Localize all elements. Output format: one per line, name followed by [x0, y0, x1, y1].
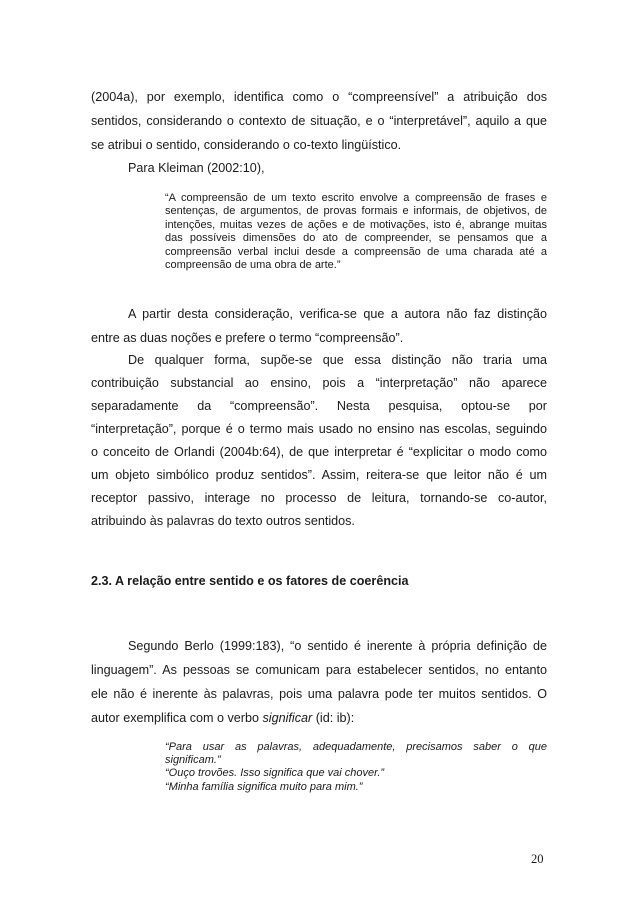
paragraph-line: sentidos, considerando o contexto de situação, e o “interpretável”, aquilo a que	[91, 114, 547, 128]
paragraph-line: o conceito de Orlandi (2004b:64), de que interpretar é “explicitar o modo como	[91, 445, 547, 459]
paragraph-line: A partir desta consideração, verifica-se que a autora não faz distinção	[128, 307, 547, 321]
paragraph-line: De qualquer forma, supõe-se que essa distinção não traria uma	[128, 353, 547, 367]
block-quote-kleiman	[165, 192, 547, 272]
page-number: 20	[531, 852, 544, 866]
line-text: (id: ib):	[312, 711, 355, 725]
quote-line: “Minha família significa muito para mim.”	[165, 780, 363, 793]
quote-line: “Para usar as palavras, adequadamente, precisamos saber o que	[165, 741, 547, 753]
paragraph-line: receptor passivo, interage no processo de leitura, tornando-se co-autor,	[91, 491, 547, 505]
paragraph-line: “interpretação”, porque é o termo mais usado no ensino nas escolas, seguindo	[91, 422, 547, 436]
paragraph-line	[91, 710, 547, 726]
quote-line: “Ouço trovões. Isso significa que vai chover.”	[165, 767, 385, 780]
paragraph-line: separadamente da “compreensão”. Nesta pesquisa, optou-se por	[91, 399, 547, 413]
quote-text: “A compreensão de um texto escrito envolve a compreensão de frases e sentenças, de argumentos, de provas formais e informais, de objetivos, de intenções, muitas vezes de ações e de motivações, isto é, abrange muitas das possíveis dimensões do ato de compreender, se pensamos que a compreensão verbal inclui desde a compreensão de uma charada até a compreensão de uma obra de arte.”	[165, 192, 547, 272]
italic-term: significar	[262, 711, 313, 725]
paragraph-line: contribuição substancial ao ensino, pois a “interpretação” não aparece	[91, 376, 547, 390]
paragraph-line: ele não é inerente às palavras, pois uma palavra pode ter muitos sentidos. O	[91, 687, 547, 701]
paragraph-line: linguagem”. As pessoas se comunicam para estabelecer sentidos, no entanto	[91, 663, 547, 677]
line-text: autor exemplifica com o verbo	[91, 711, 263, 725]
paragraph-line: um objeto simbólico produz sentidos”. Assim, reitera-se que leitor não é um	[91, 468, 547, 482]
block-quote-examples	[165, 741, 547, 794]
quote-line: significam.”	[165, 754, 221, 767]
kleiman-intro: Para Kleiman (2002:10),	[128, 161, 265, 175]
section-heading: 2.3. A relação entre sentido e os fatores de coerência	[91, 574, 409, 588]
paragraph-line: atribuindo às palavras do texto outros sentidos.	[91, 514, 355, 528]
paragraph-line: entre as duas noções e prefere o termo “compreensão”.	[91, 331, 404, 345]
paragraph-line: Segundo Berlo (1999:183), “o sentido é inerente à própria definição de	[128, 639, 547, 653]
paragraph-line: se atribui o sentido, considerando o co-texto lingüístico.	[91, 138, 402, 152]
paragraph-line: (2004a), por exemplo, identifica como o “compreensível” a atribuição dos	[91, 90, 547, 104]
